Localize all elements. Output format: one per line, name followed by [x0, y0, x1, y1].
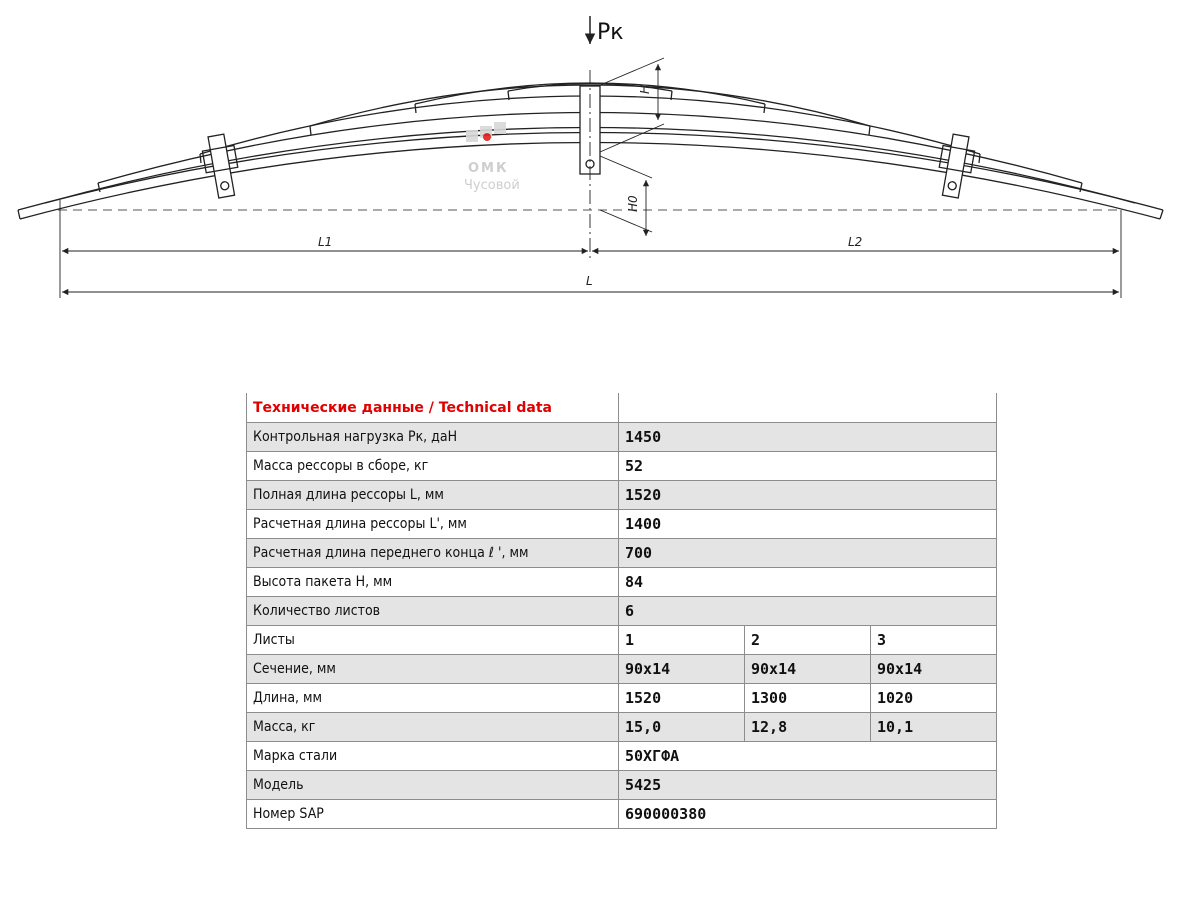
- dim-H0-label: H0: [626, 195, 640, 212]
- table-row: [247, 510, 997, 539]
- spring-clamps: [200, 86, 977, 199]
- row-value: 690000380: [619, 800, 997, 829]
- cell: 90x14: [619, 655, 745, 684]
- row-label: Модель: [247, 771, 619, 800]
- table-row: [247, 655, 997, 684]
- table-row: [247, 481, 997, 510]
- technical-data-table: [246, 393, 997, 829]
- leaf-spring-drawing: [0, 0, 1200, 320]
- row-value: 84: [619, 568, 997, 597]
- left-clamp: [200, 133, 242, 200]
- cell: 90x14: [745, 655, 871, 684]
- dim-L1-label: L1: [318, 235, 333, 249]
- cell: 90x14: [871, 655, 997, 684]
- row-label: Листы: [247, 626, 619, 655]
- table-row: [247, 771, 997, 800]
- row-value: 700: [619, 539, 997, 568]
- row-value: 52: [619, 452, 997, 481]
- leaves-header-row: [247, 626, 997, 655]
- table-row: [247, 684, 997, 713]
- table-row: [247, 597, 997, 626]
- table-row: [247, 539, 997, 568]
- row-label: Сечение, мм: [247, 655, 619, 684]
- table-row: [247, 800, 997, 829]
- load-arrow: [590, 16, 624, 45]
- cell: 12,8: [745, 713, 871, 742]
- table-row: [247, 452, 997, 481]
- dim-H-label: H: [638, 84, 652, 94]
- cell: 1020: [871, 684, 997, 713]
- table-title-row: [247, 393, 997, 423]
- cell: 10,1: [871, 713, 997, 742]
- row-label: Номер SAP: [247, 800, 619, 829]
- table-title: Технические данные / Technical data: [247, 393, 619, 423]
- table-row: [247, 423, 997, 452]
- row-value: 6: [619, 597, 997, 626]
- row-value: 5425: [619, 771, 997, 800]
- watermark-dot: [483, 133, 491, 141]
- cell: 1300: [745, 684, 871, 713]
- row-label: Расчетная длина рессоры L', мм: [247, 510, 619, 539]
- dim-L-label: L: [586, 274, 593, 288]
- table-row: [247, 568, 997, 597]
- row-label: Контрольная нагрузка Pк, даН: [247, 423, 619, 452]
- cell: 15,0: [619, 713, 745, 742]
- dim-L2-label: L2: [848, 235, 863, 249]
- row-label: Длина, мм: [247, 684, 619, 713]
- row-value: 50ХГФА: [619, 742, 997, 771]
- leaf-column-header: 3: [871, 626, 997, 655]
- watermark-city: Чусовой: [464, 178, 520, 193]
- leaf-column-header: 1: [619, 626, 745, 655]
- row-label: Расчетная длина переднего конца ℓ ', мм: [247, 539, 619, 568]
- row-label: Марка стали: [247, 742, 619, 771]
- row-label: Количество листов: [247, 597, 619, 626]
- row-label: Масса рессоры в сборе, кг: [247, 452, 619, 481]
- row-value: 1450: [619, 423, 997, 452]
- leaf-column-header: 2: [745, 626, 871, 655]
- table-row: [247, 713, 997, 742]
- row-label: Масса, кг: [247, 713, 619, 742]
- cell: 1520: [619, 684, 745, 713]
- dim-H: [598, 58, 664, 152]
- load-label: Pк: [597, 20, 624, 45]
- dim-H0: [600, 156, 652, 236]
- row-value: 1520: [619, 481, 997, 510]
- watermark: [464, 122, 520, 193]
- watermark-brand: ОМК: [468, 161, 509, 176]
- table-row: [247, 742, 997, 771]
- row-value: 1400: [619, 510, 997, 539]
- row-label: Полная длина рессоры L, мм: [247, 481, 619, 510]
- row-label: Высота пакета H, мм: [247, 568, 619, 597]
